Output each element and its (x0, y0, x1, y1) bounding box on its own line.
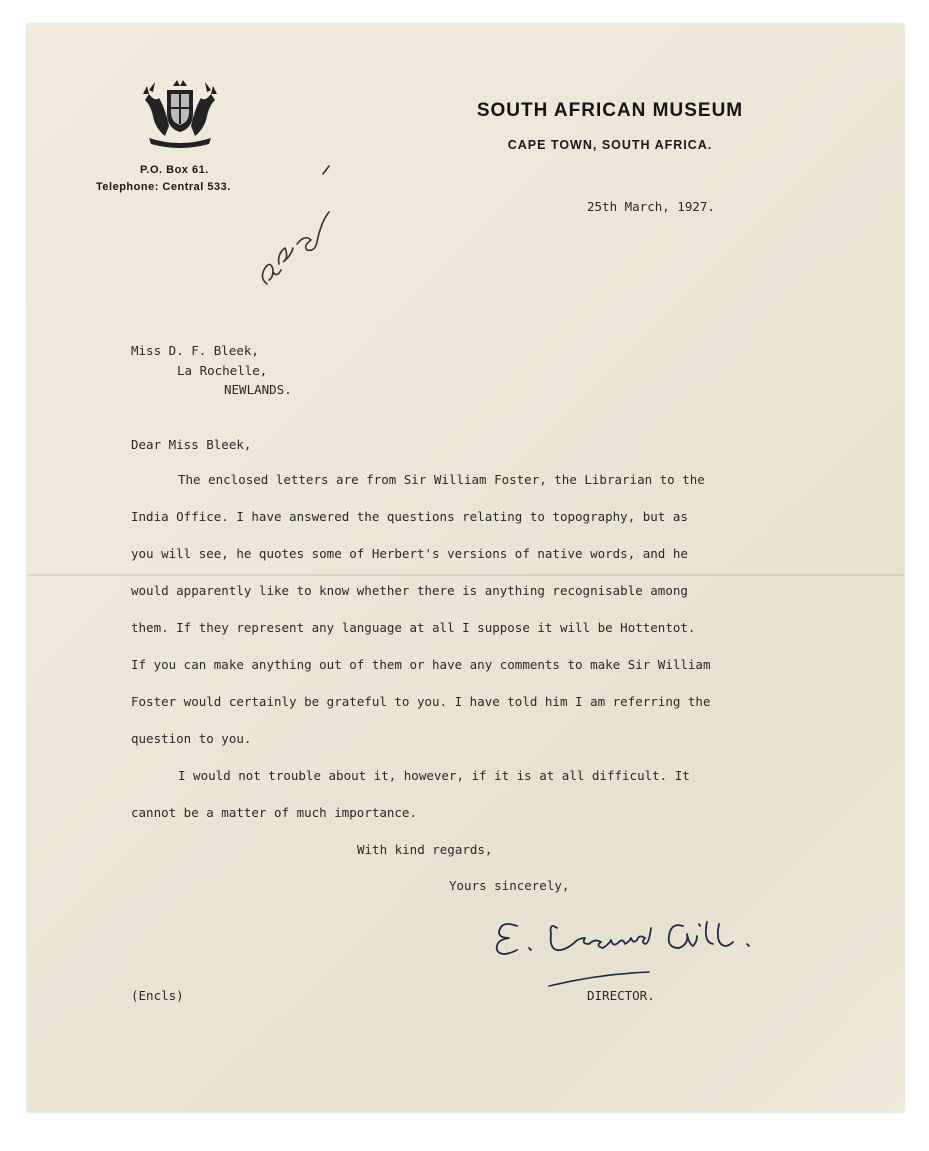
po-box: P.O. Box 61. (140, 164, 209, 176)
museum-city: CAPE TOWN, SOUTH AFRICA. (507, 138, 713, 152)
body-line: Foster would certainly be grateful to you. I have told him I am referring the (131, 694, 711, 709)
paper-fold (27, 574, 904, 576)
body-line: would apparently like to know whether there is anything recognisable among (131, 583, 688, 598)
coat-of-arms-icon (135, 76, 225, 148)
letter-date: 25th March, 1927. (587, 199, 715, 214)
salutation: Dear Miss Bleek, (131, 437, 252, 452)
recipient-line2: La Rochelle, (177, 363, 268, 378)
letter-page (27, 24, 904, 1112)
body-line: cannot be a matter of much importance. (131, 805, 417, 820)
enclosures-note: (Encls) (131, 988, 184, 1003)
telephone: Telephone: Central 533. (96, 181, 231, 193)
body-line: If you can make anything out of them or have any comments to make Sir William (131, 657, 711, 672)
museum-name: SOUTH AFRICAN MUSEUM (476, 100, 744, 121)
body-line: The enclosed letters are from Sir William Foster, the Librarian to the (178, 472, 705, 487)
closing-sincerely: Yours sincerely, (449, 878, 570, 893)
recipient-line3: NEWLANDS. (224, 382, 292, 397)
closing-regards: With kind regards, (357, 842, 493, 857)
handwritten-annotation (253, 154, 343, 294)
body-line: I would not trouble about it, however, if it is at all difficult. It (178, 768, 690, 783)
body-line: them. If they represent any language at all I suppose it will be Hottentot. (131, 620, 696, 635)
body-line: question to you. (131, 731, 252, 746)
body-line: India Office. I have answered the questions relating to topography, but as (131, 509, 688, 524)
body-line: you will see, he quotes some of Herbert's versions of native words, and he (131, 546, 688, 561)
signatory-title: DIRECTOR. (587, 988, 655, 1003)
recipient-name: Miss D. F. Bleek, (131, 343, 259, 358)
